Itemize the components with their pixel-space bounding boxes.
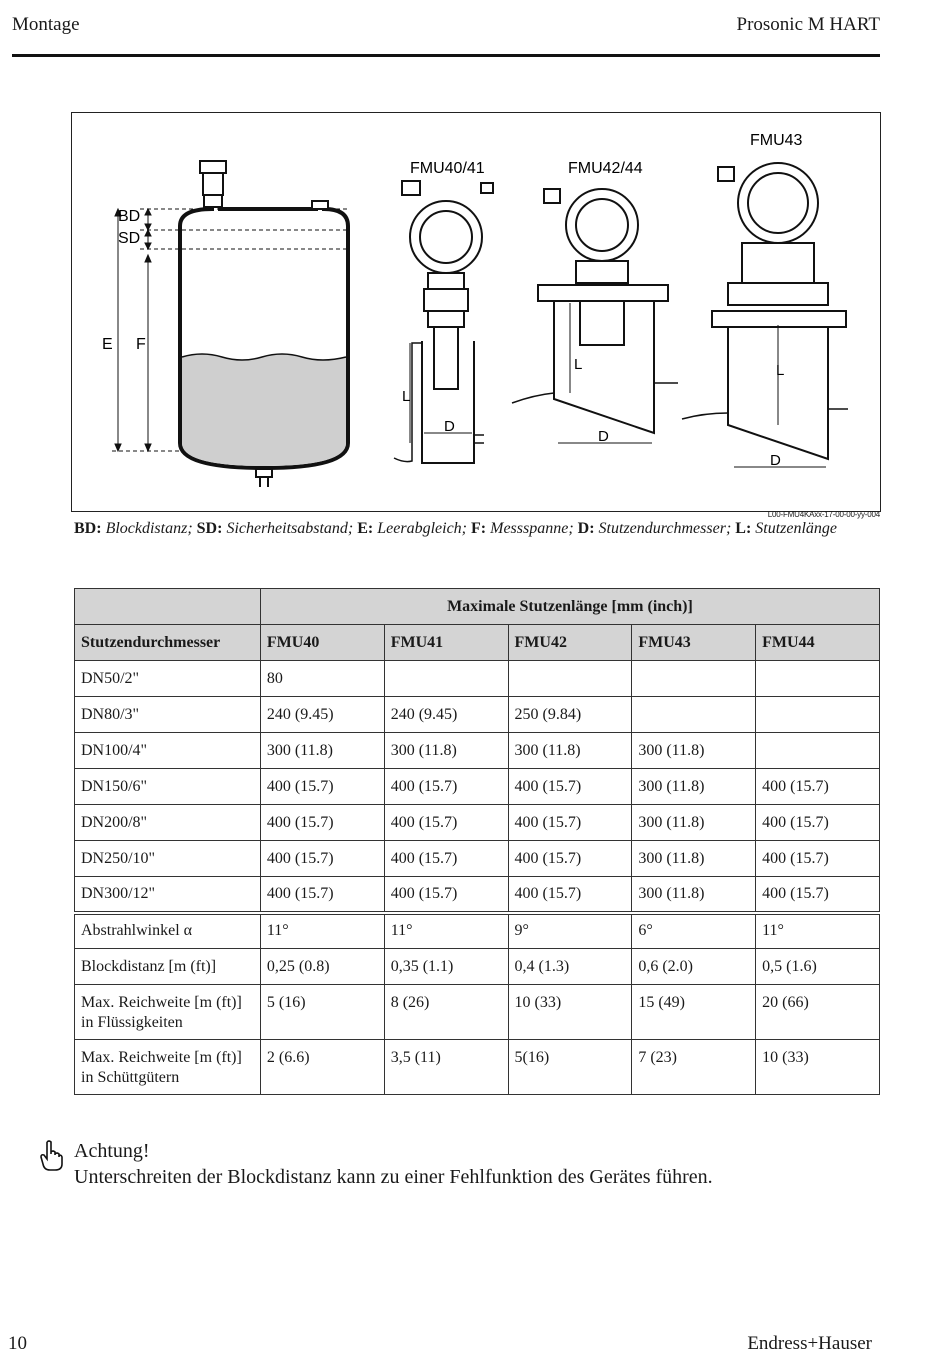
table-cell: 300 (11.8) (632, 733, 756, 769)
table-row (75, 841, 880, 877)
range-solid-label-1: Max. Reichweite [m (ft)] (81, 1049, 242, 1066)
fmu4041-title: FMU40/41 (410, 160, 485, 177)
table-cell: 9° (508, 913, 632, 949)
table-cell: 300 (11.8) (260, 733, 384, 769)
table-cell: 400 (15.7) (384, 841, 508, 877)
fmu43-dimensions (734, 325, 826, 467)
table-cell (756, 661, 880, 697)
table-row (75, 949, 880, 985)
fmu4244-drawing (512, 189, 678, 433)
table-header-cell: FMU43 (632, 625, 756, 661)
table-cell: 5(16) (508, 1040, 632, 1095)
table-cell: 400 (15.7) (384, 805, 508, 841)
table-cell: 250 (9.84) (508, 697, 632, 733)
table-cell: 8 (26) (384, 985, 508, 1040)
table-cell: DN100/4" (75, 733, 261, 769)
table-cell (756, 697, 880, 733)
table-cell: 0,35 (1.1) (384, 949, 508, 985)
table-cell: 80 (260, 661, 384, 697)
table-cell: 400 (15.7) (260, 877, 384, 913)
table-cell: 400 (15.7) (756, 769, 880, 805)
warning-title: Achtung! (74, 1140, 150, 1162)
table-cell: 0,4 (1.3) (508, 949, 632, 985)
range-liquid-label-1: Max. Reichweite [m (ft)] (81, 994, 242, 1011)
page-number: 10 (8, 1333, 27, 1354)
fmu4244-title: FMU42/44 (568, 160, 643, 177)
table-header-cell: FMU40 (260, 625, 384, 661)
f-label: F (136, 336, 146, 353)
table-cell (384, 661, 508, 697)
nozzle-length-table (74, 588, 880, 1095)
table-cell: DN80/3" (75, 697, 261, 733)
table-cell: 20 (66) (756, 985, 880, 1040)
fmu43-l-label: L (776, 362, 785, 379)
table-row (75, 697, 880, 733)
fmu4041-l-label: L (402, 388, 411, 405)
pointing-hand-icon (38, 1140, 64, 1177)
table-row (75, 1040, 880, 1095)
legend-text-f: Messspanne; (490, 520, 574, 537)
table-cell: DN250/10" (75, 841, 261, 877)
table-cell: 10 (33) (756, 1040, 880, 1095)
table-cell: 15 (49) (632, 985, 756, 1040)
table-cell: 400 (15.7) (260, 769, 384, 805)
table-cell: 6° (632, 913, 756, 949)
table-cell: DN300/12" (75, 877, 261, 913)
table-cell: 300 (11.8) (632, 805, 756, 841)
table-cell: 400 (15.7) (384, 877, 508, 913)
table-cell: 7 (23) (632, 1040, 756, 1095)
table-cell: 400 (15.7) (756, 877, 880, 913)
table-cell (75, 1040, 261, 1095)
legend-key-bd: BD: (74, 520, 102, 537)
table-cell: 400 (15.7) (756, 841, 880, 877)
header-product: Prosonic M HART (736, 14, 880, 35)
table-cell (508, 661, 632, 697)
legend-key-f: F: (471, 520, 487, 537)
legend-text-sd: Sicherheitsabstand; (226, 520, 354, 537)
table-cell: 0,6 (2.0) (632, 949, 756, 985)
footer-brand: Endress+Hauser (747, 1333, 872, 1354)
figure-legend (74, 520, 837, 538)
table-cell: 400 (15.7) (260, 805, 384, 841)
table-cell: 0,5 (1.6) (756, 949, 880, 985)
table-corner-cell (75, 589, 261, 625)
e-label: E (102, 336, 113, 353)
table-cell: 300 (11.8) (632, 841, 756, 877)
table-cell: 3,5 (11) (384, 1040, 508, 1095)
fmu43-drawing (682, 163, 848, 459)
legend-key-sd: SD: (196, 520, 223, 537)
warning-text: Unterschreiten der Blockdistanz kann zu einer Fehlfunktion des Gerätes führen. (74, 1166, 713, 1188)
legend-text-d: Stutzendurchmesser; (598, 520, 732, 537)
table-cell: 5 (16) (260, 985, 384, 1040)
table-cell: 2 (6.6) (260, 1040, 384, 1095)
table-cell: DN150/6" (75, 769, 261, 805)
table-cell: DN50/2" (75, 661, 261, 697)
table-row (75, 769, 880, 805)
fmu4041-d-label: D (444, 418, 455, 435)
table-row (75, 661, 880, 697)
table-cell: 300 (11.8) (508, 733, 632, 769)
table-cell: 10 (33) (508, 985, 632, 1040)
table-cell: 400 (15.7) (508, 805, 632, 841)
table-header-cell: FMU41 (384, 625, 508, 661)
table-cell: 240 (9.45) (260, 697, 384, 733)
legend-text-l: Stutzenlänge (755, 520, 838, 537)
legend-text-e: Leerabgleich; (377, 520, 467, 537)
table-cell: 240 (9.45) (384, 697, 508, 733)
table-cell: 0,25 (0.8) (260, 949, 384, 985)
table-cell (75, 985, 261, 1040)
table-cell: 300 (11.8) (632, 769, 756, 805)
figure-reference: L00-FMU4KAxx-17-00-00-yy-004 (767, 510, 880, 519)
table-header-cell: FMU42 (508, 625, 632, 661)
table-group-header: Maximale Stutzenlänge [mm (inch)] (260, 589, 879, 625)
legend-key-e: E: (357, 520, 374, 537)
fmu4244-l-label: L (574, 356, 583, 373)
table-cell: 300 (11.8) (632, 877, 756, 913)
table-group-header-row (75, 589, 880, 625)
sd-label: SD (118, 230, 141, 247)
range-liquid-label-2: in Flüssigkeiten (81, 1014, 183, 1031)
table-row (75, 985, 880, 1040)
table-cell: 300 (11.8) (384, 733, 508, 769)
table-cell: 400 (15.7) (260, 841, 384, 877)
table-row (75, 913, 880, 949)
table-row (75, 805, 880, 841)
legend-key-d: D: (577, 520, 595, 537)
table-cell: Blockdistanz [m (ft)] (75, 949, 261, 985)
legend-key-l: L: (735, 520, 752, 537)
installation-figure (71, 112, 881, 512)
bd-label: BD (118, 208, 141, 225)
table-row (75, 733, 880, 769)
header-section: Montage (12, 14, 80, 35)
table-header-row (75, 625, 880, 661)
fmu43-d-label: D (770, 452, 781, 469)
table-header-cell: Stutzendurchmesser (75, 625, 261, 661)
table-cell (632, 697, 756, 733)
tank-drawing (180, 161, 348, 487)
installation-drawing (72, 113, 880, 511)
table-cell: 11° (260, 913, 384, 949)
table-cell: 400 (15.7) (384, 769, 508, 805)
header-rule (12, 54, 880, 57)
table-header-cell: FMU44 (756, 625, 880, 661)
table-cell: 400 (15.7) (508, 877, 632, 913)
table-cell: 11° (384, 913, 508, 949)
table-cell: 400 (15.7) (756, 805, 880, 841)
table-cell (632, 661, 756, 697)
range-solid-label-2: in Schüttgütern (81, 1069, 180, 1086)
fmu4244-d-label: D (598, 428, 609, 445)
table-cell: Abstrahlwinkel α (75, 913, 261, 949)
table-cell: DN200/8" (75, 805, 261, 841)
table-cell (756, 733, 880, 769)
table-cell: 400 (15.7) (508, 841, 632, 877)
table-row (75, 877, 880, 913)
table-cell: 11° (756, 913, 880, 949)
fmu43-title: FMU43 (750, 132, 803, 149)
legend-text-bd: Blockdistanz; (105, 520, 193, 537)
table-cell: 400 (15.7) (508, 769, 632, 805)
